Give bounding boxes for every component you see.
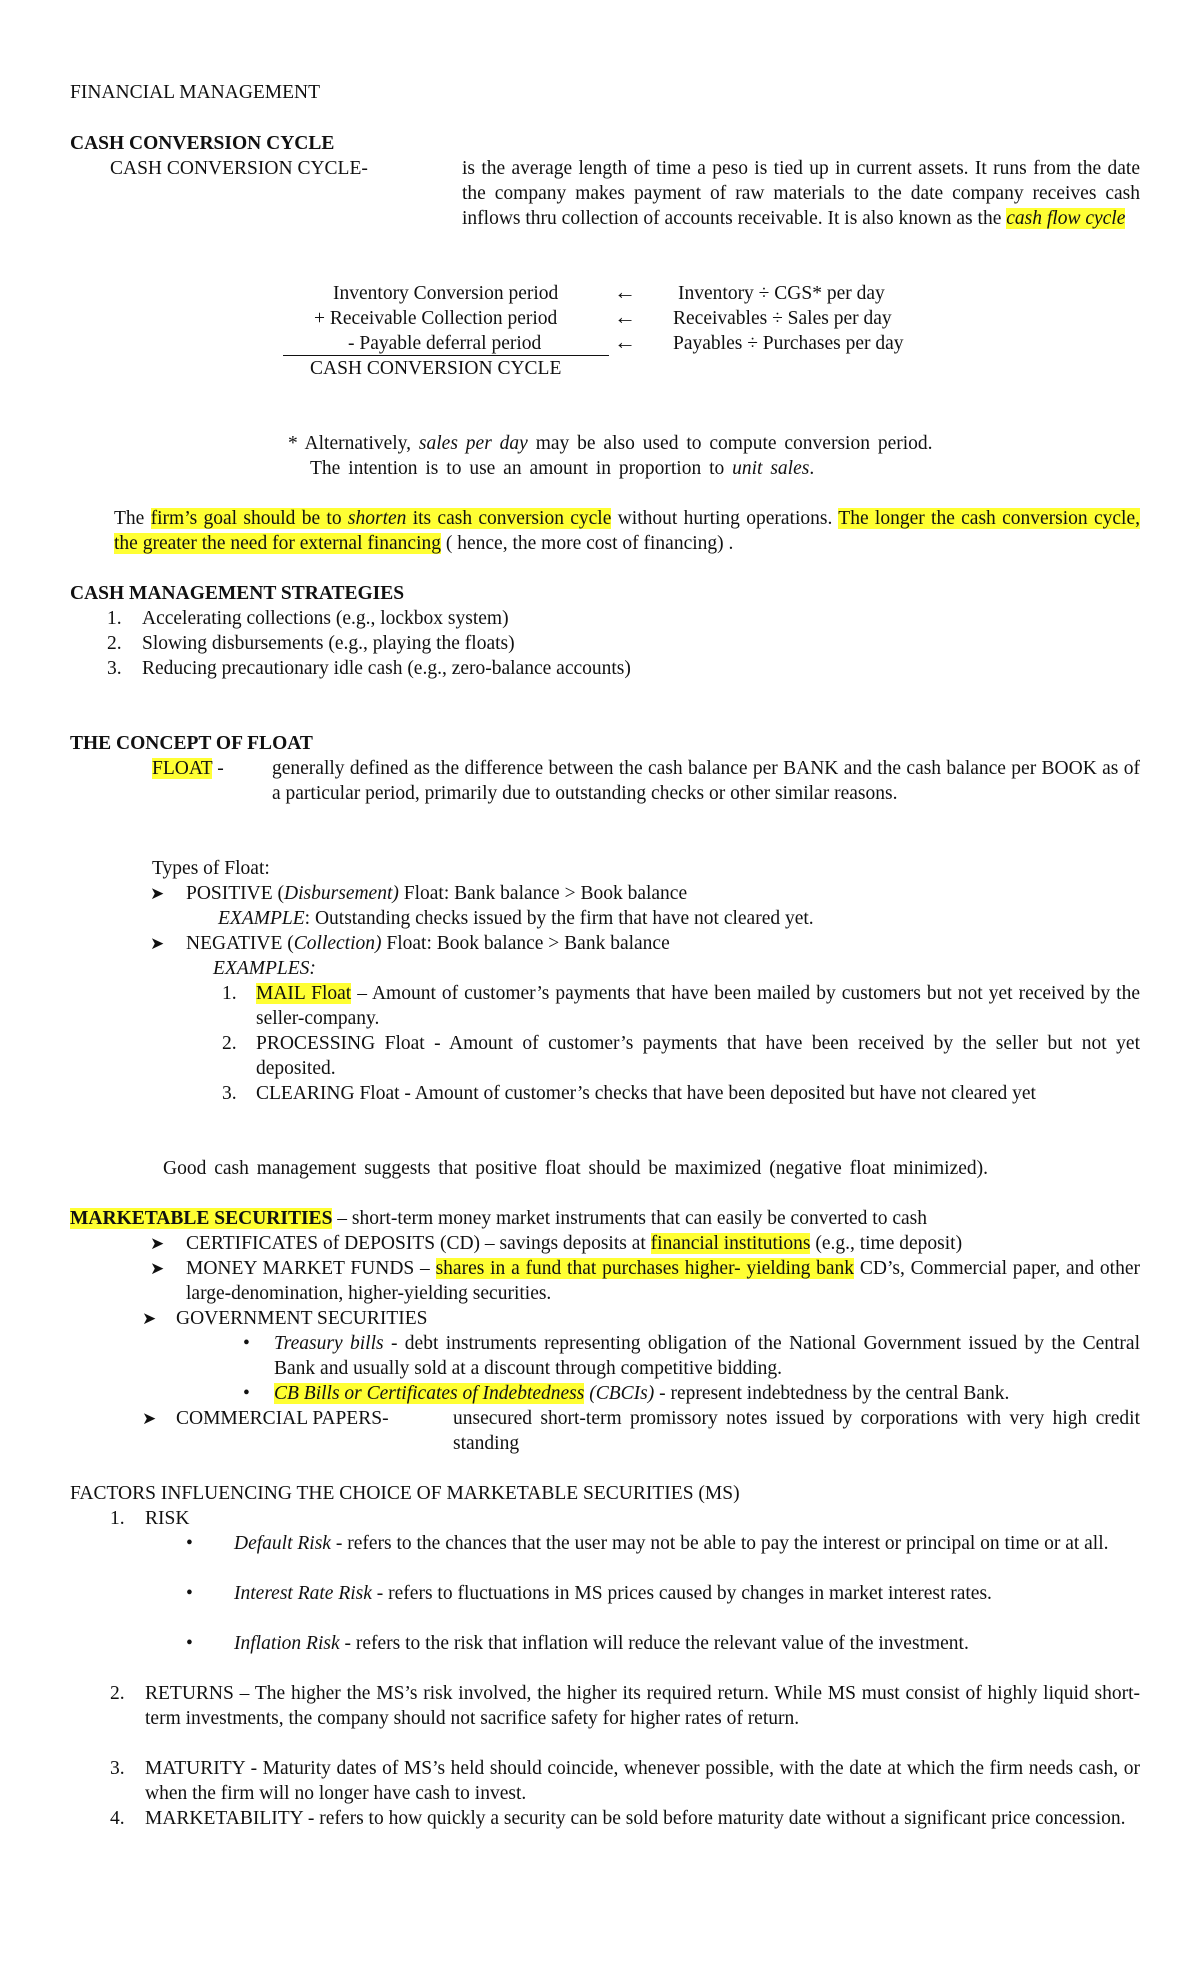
- ms-mmf: [186, 1256, 1140, 1306]
- ir-b: - refers to fluctuations in MS prices caused by changes in market interest rates.: [371, 1583, 992, 1604]
- mail-float: [256, 981, 1140, 1031]
- positive-float-example: [218, 906, 814, 931]
- float-definition: generally defined as the difference between the cash balance per BANK and the cash balance per BOOK as of a particular period, primarily due to outstanding checks or other similar reasons.: [272, 758, 1140, 804]
- cms-item: Reducing precautionary idle cash (e.g., zero-balance accounts): [142, 658, 631, 679]
- float-heading: THE CONCEPT OF FLOAT: [70, 733, 313, 754]
- negative-float: [186, 931, 670, 956]
- goal-g: ( hence, the more cost of financing) .: [441, 533, 734, 554]
- bullet-dot-icon: •: [243, 1383, 250, 1404]
- ccc-note-1-c: may be also used to compute conversion period.: [527, 433, 933, 454]
- negative-float-examples-label: EXAMPLES:: [213, 958, 316, 979]
- ccc-note-1-a: * Alternatively,: [288, 433, 419, 454]
- inflation-risk: [234, 1631, 1140, 1656]
- arrow-bullet-icon: ➤: [142, 1309, 157, 1328]
- list-number: 2.: [110, 1683, 125, 1704]
- neg-a: NEGATIVE (: [186, 933, 294, 954]
- neg-c: Float: Book balance > Bank balance: [381, 933, 670, 954]
- arrow-bullet-icon: ➤: [150, 884, 165, 903]
- ccc-note-1-b: sales per day: [418, 433, 528, 454]
- goal-f: The longer the cash conversion cycle, the greater the need for external financing: [114, 508, 1140, 554]
- left-arrow-icon: ←: [614, 304, 636, 329]
- ccc-note-2: [310, 456, 814, 481]
- list-number: 3.: [107, 658, 122, 679]
- goal-d: its cash conversion cycle: [406, 508, 612, 529]
- ccc-heading: CASH CONVERSION CYCLE: [70, 133, 335, 154]
- cd-a: CERTIFICATES of DEPOSITS (CD) – savings deposits at: [186, 1233, 651, 1254]
- good-cash-management: Good cash management suggests that positive float should be maximized (negative float minimized).: [163, 1158, 989, 1179]
- ccc-note-2-a: The intention is to use an amount in proportion to: [310, 458, 733, 479]
- ms-cb-bills: [274, 1381, 1009, 1406]
- cb-c: - represent indebtedness by the central Bank.: [654, 1383, 1010, 1404]
- left-arrow-icon: ←: [614, 279, 636, 304]
- cd-hl: financial institutions: [650, 1233, 811, 1254]
- list-number: 3.: [222, 1083, 237, 1104]
- list-number: 2.: [222, 1033, 237, 1054]
- tb-a: Treasury bills: [274, 1333, 384, 1354]
- pos-a: POSITIVE (: [186, 883, 285, 904]
- mmf-a: MONEY MARKET FUNDS –: [186, 1258, 436, 1279]
- ccc-left-row-3: - Payable deferral period: [348, 333, 542, 354]
- arrow-bullet-icon: ➤: [150, 1259, 165, 1278]
- mail-float-term: MAIL Float: [256, 983, 352, 1004]
- mail-float-text: – Amount of customer’s payments that have been mailed by customers but not yet received by the seller-company.: [256, 983, 1140, 1029]
- bullet-icon: •: [186, 1533, 193, 1554]
- ccc-note-2-c: .: [809, 458, 815, 479]
- arrow-bullet-icon: ➤: [150, 1234, 165, 1253]
- document-title: FINANCIAL MANAGEMENT: [70, 82, 321, 103]
- ms-definition: [70, 1206, 927, 1231]
- goal-b: firm’s goal should be to: [150, 508, 348, 529]
- cb-hl: CB Bills or Certificates of Indebtedness: [274, 1383, 585, 1404]
- factor-maturity: MATURITY - Maturity dates of MS’s held should coincide, whenever possible, with the date at which the firm needs cash, or when the firm will no longer have cash to invest.: [145, 1758, 1140, 1804]
- float-term: [152, 756, 224, 781]
- pos-ex-a: EXAMPLE: [218, 908, 305, 929]
- pos-b: Disbursement): [284, 883, 399, 904]
- factor-marketability: MARKETABILITY - refers to how quickly a security can be sold before maturity date without a significant price concession.: [145, 1808, 1126, 1829]
- ccc-right-row-3: Payables ÷ Purchases per day: [673, 333, 904, 354]
- processing-float: PROCESSING Float - Amount of customer’s payments that have been received by the seller but not yet deposited.: [256, 1033, 1140, 1079]
- cms-item: Accelerating collections (e.g., lockbox system): [142, 608, 509, 629]
- goal-c: shorten: [347, 508, 407, 529]
- list-number: 1.: [222, 983, 237, 1004]
- pos-c: Float: Bank balance > Book balance: [398, 883, 688, 904]
- dr-b: - refers to the chances that the user may not be able to pay the interest or principal on time or at all.: [330, 1533, 1109, 1554]
- list-number: 2.: [107, 633, 122, 654]
- list-number: 4.: [110, 1808, 125, 1829]
- cb-b: (CBCIs): [584, 1383, 655, 1404]
- list-number: 1.: [107, 608, 122, 629]
- ms-cp-term: COMMERCIAL PAPERS-: [176, 1408, 389, 1429]
- float-term-text: FLOAT: [152, 758, 213, 779]
- goal-a: The: [114, 508, 151, 529]
- pos-ex-b: : Outstanding checks issued by the firm that have not cleared yet.: [304, 908, 814, 929]
- inf-a: Inflation Risk: [234, 1633, 340, 1654]
- arrow-bullet-icon: ➤: [150, 934, 165, 953]
- ms-gov: GOVERNMENT SECURITIES: [176, 1308, 428, 1329]
- interest-rate-risk: [234, 1581, 1140, 1606]
- cd-c: (e.g., time deposit): [810, 1233, 963, 1254]
- default-risk: [234, 1531, 1140, 1556]
- ms-treasury-bills: [274, 1331, 1140, 1381]
- dr-a: Default Risk: [234, 1533, 331, 1554]
- list-number: 1.: [110, 1508, 125, 1529]
- ccc-definition-text: is the average length of time a peso is tied up in current assets. It runs from the date the company makes payment of raw materials to the date company receives cash inflows thru collection of accounts receivable. It is also known as the: [462, 158, 1140, 229]
- bullet-dot-icon: •: [243, 1333, 250, 1354]
- float-term-dash: -: [212, 758, 224, 779]
- ccc-term: CASH CONVERSION CYCLE-: [110, 158, 368, 179]
- cms-heading: CASH MANAGEMENT STRATEGIES: [70, 583, 405, 604]
- ccc-goal-paragraph: [114, 506, 1140, 556]
- clearing-float: CLEARING Float - Amount of customer’s checks that have been deposited but have not cleared yet: [256, 1083, 1036, 1104]
- ccc-right-row-1: Inventory ÷ CGS* per day: [678, 283, 885, 304]
- ccc-right-row-2: Receivables ÷ Sales per day: [673, 308, 892, 329]
- ccc-total: CASH CONVERSION CYCLE: [310, 358, 562, 379]
- ccc-note-1: [288, 431, 933, 456]
- factor-risk: RISK: [145, 1508, 190, 1529]
- ms-def: – short-term money market instruments that can easily be converted to cash: [332, 1208, 927, 1229]
- ms-term: MARKETABLE SECURITIES: [70, 1208, 333, 1229]
- ccc-definition: [462, 156, 1140, 231]
- ccc-highlight: cash flow cycle: [1006, 208, 1126, 229]
- neg-b: Collection): [293, 933, 382, 954]
- bullet-icon: •: [186, 1633, 193, 1654]
- arrow-bullet-icon: ➤: [142, 1409, 157, 1428]
- left-arrow-icon: ←: [614, 329, 636, 354]
- ccc-left-row-1: Inventory Conversion period: [333, 283, 559, 304]
- ms-cd: [186, 1231, 962, 1256]
- ccc-note-2-b: unit sales: [732, 458, 810, 479]
- inf-b: - refers to the risk that inflation will reduce the relevant value of the investment.: [339, 1633, 969, 1654]
- ir-a: Interest Rate Risk: [234, 1583, 372, 1604]
- types-of-float-label: Types of Float:: [152, 858, 270, 879]
- factor-returns: RETURNS – The higher the MS’s risk involved, the higher its required return. While MS must consist of highly liquid short-term investments, the company should not sacrifice safety for higher rates of return.: [145, 1683, 1140, 1729]
- list-number: 3.: [110, 1758, 125, 1779]
- mmf-hl: shares in a fund that purchases higher- yielding bank: [435, 1258, 855, 1279]
- factors-heading: FACTORS INFLUENCING THE CHOICE OF MARKETABLE SECURITIES (MS): [70, 1483, 740, 1504]
- positive-float: [186, 881, 687, 906]
- bullet-icon: •: [186, 1583, 193, 1604]
- tb-b: - debt instruments representing obligation of the National Government issued by the Central Bank and usually sold at a discount through competitive bidding.: [274, 1333, 1140, 1379]
- ccc-left-row-2: + Receivable Collection period: [314, 308, 558, 329]
- cms-item: Slowing disbursements (e.g., playing the floats): [142, 633, 515, 654]
- mmf-c: CD’s, Commercial paper, and other large-denomination, higher-yielding securities.: [186, 1258, 1140, 1304]
- ms-cp-def: unsecured short-term promissory notes issued by corporations with very high credit standing: [453, 1408, 1140, 1454]
- goal-e: without hurting operations.: [611, 508, 839, 529]
